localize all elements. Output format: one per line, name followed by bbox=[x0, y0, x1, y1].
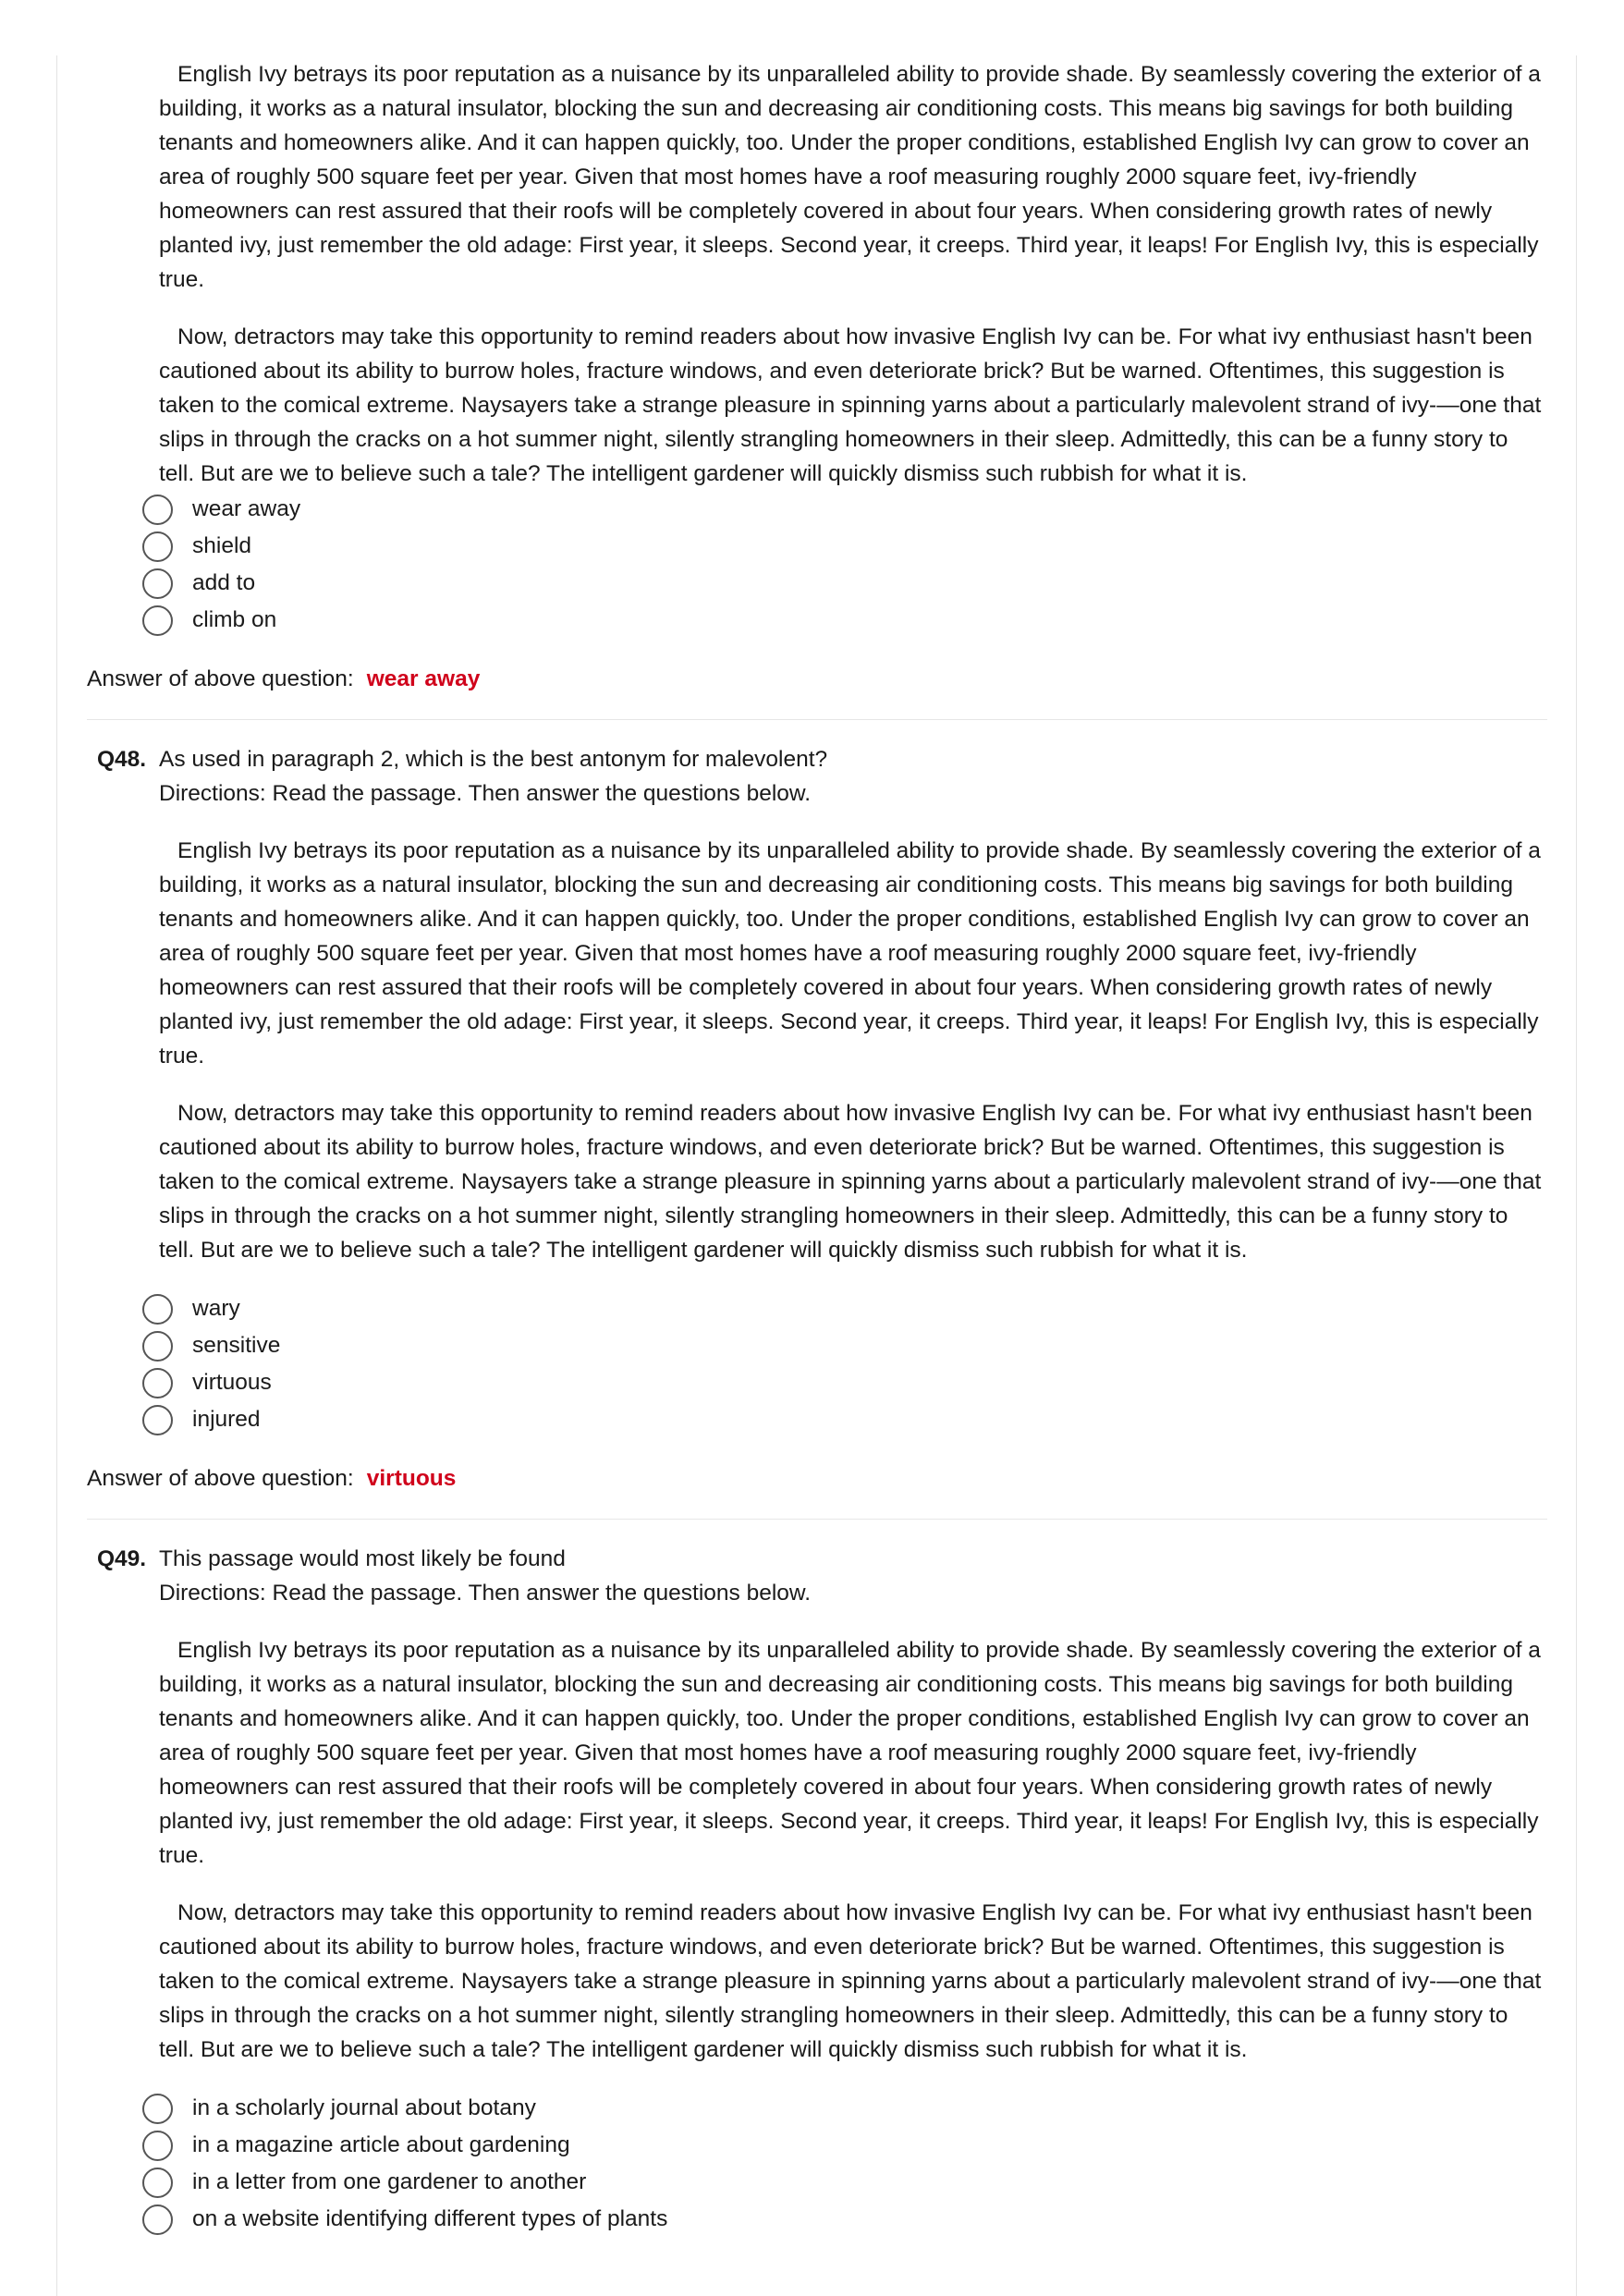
passage-paragraph-2: Now, detractors may take this opportunity to remind readers about how invasive English Ivy can be. For what ivy enthusiast hasn't been cautioned about its ability to burrow holes, fracture windows, and even deteriorate brick? But be warned. Oftentimes, this suggestion is taken to the comical extreme. Naysayers take a strange pleasure in spinning yarns about a particularly malevolent strand of ivy-—one that slips in through the cracks on a hot summer night, silently strangling homeowners in their sleep. Admittedly, this can be a funny story to tell. But are we to believe such a tale? The intelligent gardener will quickly dismiss such rubbish for what it is. bbox=[159, 1101, 1542, 1263]
radio-button[interactable] bbox=[142, 605, 173, 636]
passage bbox=[159, 1633, 1547, 2067]
option-3[interactable] bbox=[142, 565, 1547, 602]
passage-paragraph-2: Now, detractors may take this opportunity to remind readers about how invasive English Ivy can be. For what ivy enthusiast hasn't been cautioned about its ability to burrow holes, fracture windows, and even deteriorate brick? But be warned. Oftentimes, this suggestion is taken to the comical extreme. Naysayers take a strange pleasure in spinning yarns about a particularly malevolent strand of ivy-—one that slips in through the cracks on a hot summer night, silently strangling homeowners in their sleep. Admittedly, this can be a funny story to tell. But are we to believe such a tale? The intelligent gardener will quickly dismiss such rubbish for what it is. bbox=[159, 324, 1542, 486]
answer-label: Answer of above question: bbox=[87, 1466, 354, 1491]
passage bbox=[159, 57, 1547, 491]
question-48-section bbox=[87, 742, 1547, 1496]
answer-label: Answer of above question: bbox=[87, 666, 354, 691]
answer-options bbox=[142, 1290, 1547, 1438]
divider bbox=[87, 1519, 1547, 1520]
option-label: add to bbox=[192, 570, 256, 595]
passage-paragraph-1: English Ivy betrays its poor reputation as a nuisance by its unparalleled ability to provide shade. By seamlessly covering the exterior of a building, it works as a natural insulator, blocking the sun and decreasing air conditioning costs. This means big savings for both building tenants and homeowners alike. And it can happen quickly, too. Under the proper conditions, established English Ivy can grow to cover an area of roughly 500 square feet per year. Given that most homes have a roof measuring roughly 2000 square feet, ivy-friendly homeowners can rest assured that their roofs will be completely covered in about four years. When considering growth rates of newly planted ivy, just remember the old adage: First year, it sleeps. Second year, it creeps. Third year, it leaps! For English Ivy, this is especially true. bbox=[159, 1638, 1541, 1868]
question-number: Q48. bbox=[97, 747, 147, 772]
radio-button[interactable] bbox=[142, 1294, 173, 1325]
option-4[interactable] bbox=[142, 602, 1547, 639]
answer-options bbox=[142, 2090, 1547, 2238]
radio-button[interactable] bbox=[142, 1331, 173, 1362]
option-label: sensitive bbox=[192, 1333, 281, 1358]
answer-line bbox=[87, 1461, 1547, 1496]
passage-paragraph-1: English Ivy betrays its poor reputation as a nuisance by its unparalleled ability to provide shade. By seamlessly covering the exterior of a building, it works as a natural insulator, blocking the sun and decreasing air conditioning costs. This means big savings for both building tenants and homeowners alike. And it can happen quickly, too. Under the proper conditions, established English Ivy can grow to cover an area of roughly 500 square feet per year. Given that most homes have a roof measuring roughly 2000 square feet, ivy-friendly homeowners can rest assured that their roofs will be completely covered in about four years. When considering growth rates of newly planted ivy, just remember the old adage: First year, it sleeps. Second year, it creeps. Third year, it leaps! For English Ivy, this is especially true. bbox=[159, 62, 1541, 292]
option-label: wary bbox=[192, 1296, 240, 1321]
left-border-line bbox=[56, 55, 57, 2296]
option-label: in a letter from one gardener to another bbox=[192, 2169, 587, 2194]
question-47-section bbox=[87, 57, 1547, 696]
question-header bbox=[87, 742, 1547, 776]
option-4[interactable] bbox=[142, 1401, 1547, 1438]
option-1[interactable] bbox=[142, 491, 1547, 528]
answer-line bbox=[87, 662, 1547, 696]
radio-button[interactable] bbox=[142, 495, 173, 525]
option-3[interactable] bbox=[142, 2164, 1547, 2201]
answer-options bbox=[142, 491, 1547, 639]
option-label: in a scholarly journal about botany bbox=[192, 2095, 536, 2120]
radio-button[interactable] bbox=[142, 2131, 173, 2161]
passage-paragraph-2: Now, detractors may take this opportunity to remind readers about how invasive English Ivy can be. For what ivy enthusiast hasn't been cautioned about its ability to burrow holes, fracture windows, and even deteriorate brick? But be warned. Oftentimes, this suggestion is taken to the comical extreme. Naysayers take a strange pleasure in spinning yarns about a particularly malevolent strand of ivy-—one that slips in through the cracks on a hot summer night, silently strangling homeowners in their sleep. Admittedly, this can be a funny story to tell. But are we to believe such a tale? The intelligent gardener will quickly dismiss such rubbish for what it is. bbox=[159, 1900, 1542, 2062]
directions-text: Directions: Read the passage. Then answer the questions below. bbox=[159, 1581, 812, 1606]
question-text: This passage would most likely be found bbox=[159, 1546, 566, 1571]
question-49-section bbox=[87, 1542, 1547, 2238]
radio-button[interactable] bbox=[142, 2094, 173, 2124]
option-2[interactable] bbox=[142, 2127, 1547, 2164]
passage bbox=[159, 834, 1547, 1267]
question-number: Q49. bbox=[97, 1546, 147, 1571]
radio-button[interactable] bbox=[142, 2204, 173, 2235]
answer-value: virtuous bbox=[366, 1466, 457, 1491]
option-1[interactable] bbox=[142, 2090, 1547, 2127]
option-2[interactable] bbox=[142, 1327, 1547, 1364]
divider bbox=[87, 719, 1547, 720]
option-label: shield bbox=[192, 533, 252, 558]
radio-button[interactable] bbox=[142, 1405, 173, 1435]
radio-button[interactable] bbox=[142, 531, 173, 562]
question-header bbox=[87, 1542, 1547, 1576]
radio-button[interactable] bbox=[142, 2168, 173, 2198]
answer-value: wear away bbox=[366, 666, 481, 691]
option-2[interactable] bbox=[142, 528, 1547, 565]
option-4[interactable] bbox=[142, 2201, 1547, 2238]
option-label: in a magazine article about gardening bbox=[192, 2132, 570, 2157]
right-border-line bbox=[1576, 55, 1577, 2296]
question-text: As used in paragraph 2, which is the best antonym for malevolent? bbox=[159, 747, 828, 772]
radio-button[interactable] bbox=[142, 1368, 173, 1398]
content bbox=[87, 57, 1547, 2238]
option-label: virtuous bbox=[192, 1370, 272, 1395]
option-1[interactable] bbox=[142, 1290, 1547, 1327]
option-label: climb on bbox=[192, 607, 277, 632]
option-3[interactable] bbox=[142, 1364, 1547, 1401]
option-label: wear away bbox=[192, 496, 301, 521]
directions-text: Directions: Read the passage. Then answer the questions below. bbox=[159, 781, 812, 806]
option-label: on a website identifying different types of plants bbox=[192, 2206, 668, 2231]
option-label: injured bbox=[192, 1407, 261, 1432]
passage-paragraph-1: English Ivy betrays its poor reputation as a nuisance by its unparalleled ability to provide shade. By seamlessly covering the exterior of a building, it works as a natural insulator, blocking the sun and decreasing air conditioning costs. This means big savings for both building tenants and homeowners alike. And it can happen quickly, too. Under the proper conditions, established English Ivy can grow to cover an area of roughly 500 square feet per year. Given that most homes have a roof measuring roughly 2000 square feet, ivy-friendly homeowners can rest assured that their roofs will be completely covered in about four years. When considering growth rates of newly planted ivy, just remember the old adage: First year, it sleeps. Second year, it creeps. Third year, it leaps! For English Ivy, this is especially true. bbox=[159, 838, 1541, 1069]
radio-button[interactable] bbox=[142, 568, 173, 599]
